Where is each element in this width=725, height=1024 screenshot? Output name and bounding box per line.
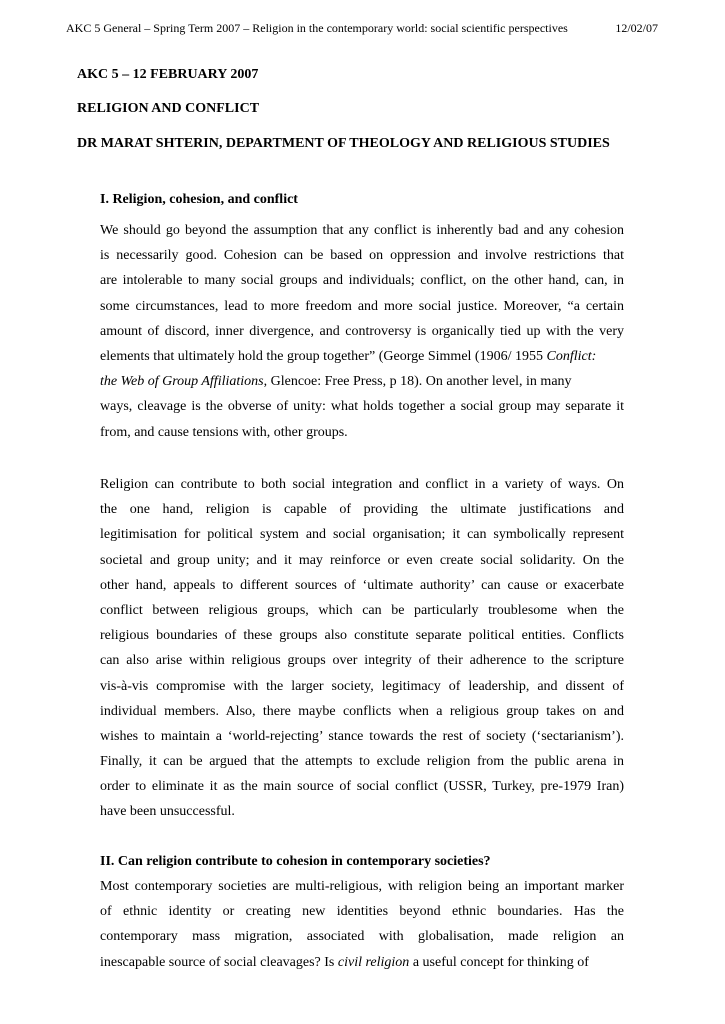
paragraph-line: the one hand, religion is capable of providing the ultimate justifications and: [100, 502, 624, 518]
paragraph-line: We should go beyond the assumption that any conflict is inherently bad and any cohesion: [100, 223, 624, 238]
paragraph-line: from, and cause tensions with, other groups.: [100, 424, 348, 440]
paragraph-line: [100, 344, 624, 369]
text-run: inescapable source of social cleavages? Is: [100, 954, 338, 970]
paragraph-line: contemporary mass migration, associated with globalisation, made religion an: [100, 929, 624, 945]
paragraph-line: of ethnic identity or creating new identities beyond ethnic boundaries. Has the: [100, 904, 624, 920]
paragraph-line: individual members. Also, there maybe conflicts when a religious group takes on and: [100, 703, 624, 719]
running-header-title: AKC 5 General – Spring Term 2007 – Religion in the contemporary world: social scientific perspectives: [66, 21, 568, 35]
section-1-paragraph-1: [100, 218, 624, 445]
paragraph-line: Most contemporary societies are multi-religious, with religion being an important marker: [100, 879, 624, 894]
paragraph-line: Finally, it can be argued that the attempts to exclude religion from the public arena in: [100, 754, 624, 770]
paragraph-line: can also arise within religious groups over integrity of their adherence to the scripture: [100, 653, 624, 669]
lecturer-line: DR MARAT SHTERIN, DEPARTMENT OF THEOLOGY AND RELIGIOUS STUDIES: [77, 136, 610, 151]
section-1-heading: I. Religion, cohesion, and conflict: [100, 192, 298, 207]
running-header-date: 12/02/07: [615, 21, 658, 35]
paragraph-line: Religion can contribute to both social integration and conflict in a variety of ways. On: [100, 477, 624, 492]
paragraph-line: wishes to maintain a ‘world-rejecting’ stance towards the rest of society (‘sectarianism’).: [100, 728, 624, 744]
text-run: elements that ultimately hold the group together” (George Simmel (1906/ 1955: [100, 348, 547, 364]
paragraph-line: [100, 369, 624, 394]
paragraph-line: some circumstances, lead to more freedom and more social justice. Moreover, “a certain: [100, 298, 624, 314]
paragraph-line: amount of discord, inner divergence, and controversy is organically tied up with the very: [100, 323, 624, 339]
paragraph-line: societal and group unity; and it may reinforce or even create social solidarity. On the: [100, 552, 624, 568]
text-run: a useful concept for thinking of: [409, 954, 589, 970]
paragraph-line: legitimisation for political system and social organisation; it can symbolically represent: [100, 527, 624, 543]
paragraph-line: [100, 950, 624, 975]
paragraph-line: religious boundaries of these groups also constitute separate political entities. Conflicts: [100, 628, 624, 644]
section-2-paragraph-1: [100, 874, 624, 975]
paragraph-line: conflict between religious groups, which can be particularly troublesome when the: [100, 602, 624, 618]
paragraph-line: other hand, appeals to different sources of ‘ultimate authority’ can cause or exacerbate: [100, 577, 624, 593]
paragraph-line: is necessarily good. Cohesion can be based on oppression and involve restrictions that: [100, 248, 624, 264]
paragraph-line: order to eliminate it as the main source of social conflict (USSR, Turkey, pre-1979 Iran): [100, 779, 624, 795]
italic-citation-title: the Web of Group Affiliations: [100, 374, 264, 390]
paragraph-line: are intolerable to many social groups and individuals; conflict, on the other hand, can, in: [100, 273, 624, 289]
lecture-code-date: AKC 5 – 12 FEBRUARY 2007: [77, 67, 259, 82]
paragraph-line: vis-à-vis compromise with the larger society, legitimacy of leadership, and dissent of: [100, 678, 624, 694]
italic-citation-title: Conflict:: [546, 348, 597, 364]
section-1-paragraph-2: [100, 472, 624, 825]
paragraph-line: have been unsuccessful.: [100, 804, 235, 820]
paragraph-line: ways, cleavage is the obverse of unity: what holds together a social group may separate it: [100, 399, 624, 415]
section-2-heading: II. Can religion contribute to cohesion in contemporary societies?: [100, 854, 491, 869]
lecture-title: RELIGION AND CONFLICT: [77, 101, 260, 116]
italic-term: civil religion: [337, 954, 410, 970]
text-run: , Glencoe: Free Press, p 18). On another level, in many: [263, 374, 572, 390]
